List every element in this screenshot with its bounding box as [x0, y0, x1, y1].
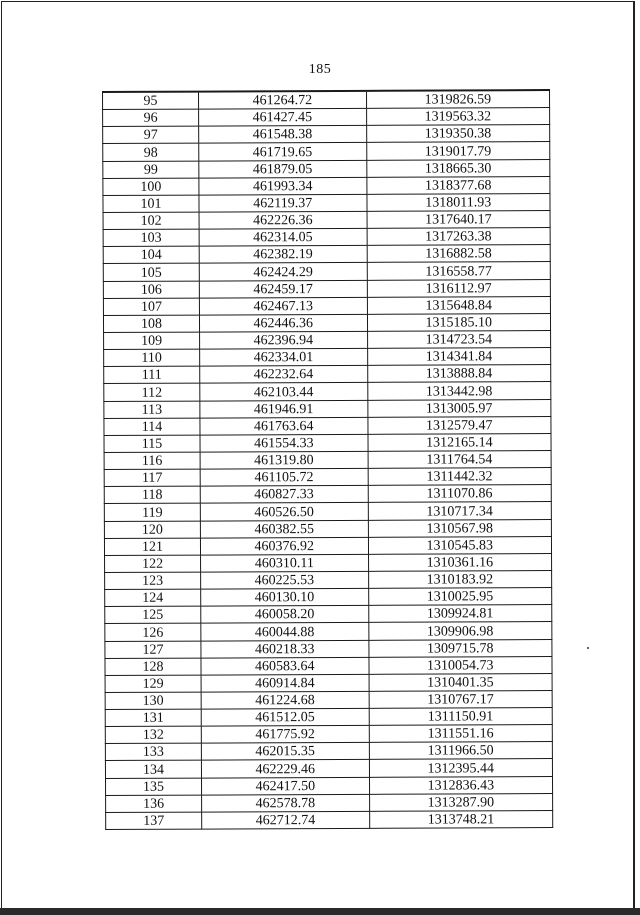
table-row [103, 279, 550, 298]
point-number-cell: 98 [103, 144, 199, 162]
x-coordinate-cell: 462119.37 [199, 194, 367, 212]
point-number-cell: 129 [105, 675, 201, 693]
y-coordinate-cell: 1310567.98 [368, 519, 552, 537]
x-coordinate-cell: 460130.10 [201, 588, 369, 606]
x-coordinate-cell: 460827.33 [200, 486, 368, 504]
point-number-cell: 107 [103, 298, 199, 316]
table-row [105, 673, 552, 692]
x-coordinate-cell: 462424.29 [199, 263, 367, 281]
table-row [103, 245, 550, 264]
x-coordinate-cell: 460044.88 [201, 623, 369, 641]
x-coordinate-cell: 461548.38 [199, 126, 367, 144]
y-coordinate-cell: 1314341.84 [367, 348, 551, 366]
point-number-cell: 95 [103, 92, 199, 110]
point-number-cell: 128 [105, 658, 201, 676]
x-coordinate-cell: 460914.84 [201, 674, 369, 692]
point-number-cell: 104 [103, 246, 199, 264]
y-coordinate-cell: 1311966.50 [369, 742, 553, 760]
page-number: 185 [308, 62, 332, 77]
x-coordinate-cell: 462334.01 [200, 348, 368, 366]
x-coordinate-cell: 462467.13 [199, 297, 367, 315]
table-row [104, 502, 551, 521]
point-number-cell: 116 [104, 452, 200, 470]
table-row [104, 485, 551, 504]
table-row [106, 810, 553, 829]
table-row [105, 759, 552, 778]
x-coordinate-cell: 461993.34 [199, 177, 367, 195]
table-row [104, 399, 551, 418]
x-coordinate-cell: 462396.94 [200, 331, 368, 349]
y-coordinate-cell: 1317640.17 [367, 211, 551, 229]
point-number-cell: 117 [104, 469, 200, 487]
y-coordinate-cell: 1315185.10 [367, 313, 551, 331]
point-number-cell: 110 [104, 349, 200, 367]
table-row [103, 211, 550, 230]
point-number-cell: 100 [103, 178, 199, 196]
x-coordinate-cell: 461264.72 [199, 91, 367, 109]
table-row [105, 776, 552, 795]
x-coordinate-cell: 462578.78 [202, 794, 370, 812]
x-coordinate-cell: 462459.17 [199, 280, 367, 298]
x-coordinate-cell: 461224.68 [201, 691, 369, 709]
point-number-cell: 119 [104, 503, 200, 521]
point-number-cell: 113 [104, 401, 200, 419]
x-coordinate-cell: 462446.36 [199, 314, 367, 332]
table-row [105, 690, 552, 709]
x-coordinate-cell: 460058.20 [201, 606, 369, 624]
y-coordinate-cell: 1319563.32 [366, 108, 550, 126]
table-row [105, 622, 552, 641]
x-coordinate-cell: 462015.35 [201, 743, 369, 761]
point-number-cell: 101 [103, 195, 199, 213]
y-coordinate-cell: 1310767.17 [369, 690, 553, 708]
scan-speck [587, 647, 589, 649]
table-row [104, 450, 551, 469]
table-row [104, 348, 551, 367]
point-number-cell: 114 [104, 418, 200, 436]
table-body [103, 90, 553, 829]
point-number-cell: 118 [104, 486, 200, 504]
x-coordinate-cell: 461879.05 [199, 160, 367, 178]
point-number-cell: 127 [105, 641, 201, 659]
point-number-cell: 124 [105, 589, 201, 607]
table-row [103, 193, 550, 212]
point-number-cell: 137 [106, 812, 202, 830]
point-number-cell: 97 [103, 126, 199, 144]
y-coordinate-cell: 1315648.84 [367, 296, 551, 314]
table-row [103, 313, 550, 332]
x-coordinate-cell: 460583.64 [201, 657, 369, 675]
point-number-cell: 123 [105, 572, 201, 590]
x-coordinate-cell: 460382.55 [200, 520, 368, 538]
table-row [103, 176, 550, 195]
point-number-cell: 126 [105, 623, 201, 641]
point-number-cell: 102 [103, 212, 199, 230]
x-coordinate-cell: 460225.53 [201, 571, 369, 589]
x-coordinate-cell: 462382.19 [199, 246, 367, 264]
y-coordinate-cell: 1319826.59 [366, 90, 550, 108]
y-coordinate-cell: 1319017.79 [366, 142, 550, 160]
table-row [105, 639, 552, 658]
x-coordinate-cell: 461427.45 [199, 108, 367, 126]
table-row [103, 296, 550, 315]
x-coordinate-cell: 462103.44 [200, 383, 368, 401]
table-row [104, 433, 551, 452]
table-row [103, 159, 550, 178]
table-row [104, 382, 551, 401]
y-coordinate-cell: 1310361.16 [368, 553, 552, 571]
point-number-cell: 133 [105, 743, 201, 761]
x-coordinate-cell: 462232.64 [200, 366, 368, 384]
point-number-cell: 111 [104, 366, 200, 384]
point-number-cell: 134 [105, 761, 201, 779]
y-coordinate-cell: 1312395.44 [369, 759, 553, 777]
y-coordinate-cell: 1313442.98 [367, 382, 551, 400]
point-number-cell: 96 [103, 109, 199, 127]
x-coordinate-cell: 461719.65 [199, 143, 367, 161]
x-coordinate-cell: 460376.92 [200, 537, 368, 555]
point-number-cell: 132 [105, 726, 201, 744]
table-row [105, 742, 552, 761]
y-coordinate-cell: 1318377.68 [366, 176, 550, 194]
x-coordinate-cell: 461319.80 [200, 451, 368, 469]
x-coordinate-cell: 461763.64 [200, 417, 368, 435]
point-number-cell: 135 [105, 778, 201, 796]
y-coordinate-cell: 1313888.84 [367, 365, 551, 383]
y-coordinate-cell: 1316112.97 [367, 279, 551, 297]
point-number-cell: 99 [103, 161, 199, 179]
y-coordinate-cell: 1319350.38 [366, 125, 550, 143]
point-number-cell: 109 [104, 332, 200, 350]
y-coordinate-cell: 1310545.83 [368, 536, 552, 554]
table-row [105, 656, 552, 675]
table-row [104, 468, 551, 487]
x-coordinate-cell: 460218.33 [201, 640, 369, 658]
y-coordinate-cell: 1317263.38 [367, 228, 551, 246]
x-coordinate-cell: 462712.74 [202, 811, 370, 829]
x-coordinate-cell: 462314.05 [199, 228, 367, 246]
table-row [103, 90, 550, 110]
x-coordinate-cell: 462229.46 [201, 760, 369, 778]
point-number-cell: 120 [104, 521, 200, 539]
y-coordinate-cell: 1316558.77 [367, 262, 551, 280]
table-row [105, 570, 552, 589]
table-row [105, 553, 552, 572]
coordinates-table [102, 89, 553, 830]
y-coordinate-cell: 1313748.21 [369, 810, 553, 828]
y-coordinate-cell: 1310025.95 [368, 588, 552, 606]
point-number-cell: 108 [103, 315, 199, 333]
x-coordinate-cell: 461775.92 [201, 726, 369, 744]
table-row [103, 228, 550, 247]
y-coordinate-cell: 1311150.91 [369, 708, 553, 726]
y-coordinate-cell: 1311442.32 [368, 468, 552, 486]
y-coordinate-cell: 1312165.14 [368, 433, 552, 451]
point-number-cell: 112 [104, 383, 200, 401]
point-number-cell: 121 [104, 538, 200, 556]
table-row [104, 365, 551, 384]
x-coordinate-cell: 461512.05 [201, 708, 369, 726]
y-coordinate-cell: 1310183.92 [368, 570, 552, 588]
x-coordinate-cell: 461105.72 [200, 468, 368, 486]
y-coordinate-cell: 1313005.97 [367, 399, 551, 417]
y-coordinate-cell: 1311764.54 [368, 450, 552, 468]
table-row [104, 416, 551, 435]
point-number-cell: 131 [105, 709, 201, 727]
y-coordinate-cell: 1314723.54 [367, 331, 551, 349]
table-row [105, 725, 552, 744]
table-row [104, 331, 551, 350]
y-coordinate-cell: 1310717.34 [368, 502, 552, 520]
table-row [105, 708, 552, 727]
scan-bottom-edge [0, 908, 640, 915]
y-coordinate-cell: 1311070.86 [368, 485, 552, 503]
y-coordinate-cell: 1312836.43 [369, 776, 553, 794]
table-row [103, 142, 550, 161]
table-row [103, 125, 550, 144]
point-number-cell: 105 [103, 263, 199, 281]
y-coordinate-cell: 1312579.47 [367, 416, 551, 434]
y-coordinate-cell: 1318665.30 [366, 159, 550, 177]
y-coordinate-cell: 1311551.16 [369, 725, 553, 743]
x-coordinate-cell: 461946.91 [200, 400, 368, 418]
point-number-cell: 136 [106, 795, 202, 813]
y-coordinate-cell: 1310401.35 [369, 673, 553, 691]
table-row [103, 108, 550, 127]
table-row [106, 793, 553, 812]
x-coordinate-cell: 462226.36 [199, 211, 367, 229]
table-row [103, 262, 550, 281]
y-coordinate-cell: 1309715.78 [368, 639, 552, 657]
x-coordinate-cell: 460526.50 [200, 503, 368, 521]
point-number-cell: 106 [103, 281, 199, 299]
table-row [105, 605, 552, 624]
x-coordinate-cell: 460310.11 [201, 554, 369, 572]
y-coordinate-cell: 1309924.81 [368, 605, 552, 623]
y-coordinate-cell: 1313287.90 [369, 793, 553, 811]
point-number-cell: 103 [103, 229, 199, 247]
y-coordinate-cell: 1316882.58 [367, 245, 551, 263]
point-number-cell: 125 [105, 606, 201, 624]
x-coordinate-cell: 462417.50 [201, 777, 369, 795]
y-coordinate-cell: 1309906.98 [368, 622, 552, 640]
table-row [104, 519, 551, 538]
point-number-cell: 130 [105, 692, 201, 710]
table-row [104, 536, 551, 555]
table-row [105, 588, 552, 607]
y-coordinate-cell: 1310054.73 [369, 656, 553, 674]
y-coordinate-cell: 1318011.93 [366, 193, 550, 211]
point-number-cell: 122 [105, 555, 201, 573]
x-coordinate-cell: 461554.33 [200, 434, 368, 452]
point-number-cell: 115 [104, 435, 200, 453]
